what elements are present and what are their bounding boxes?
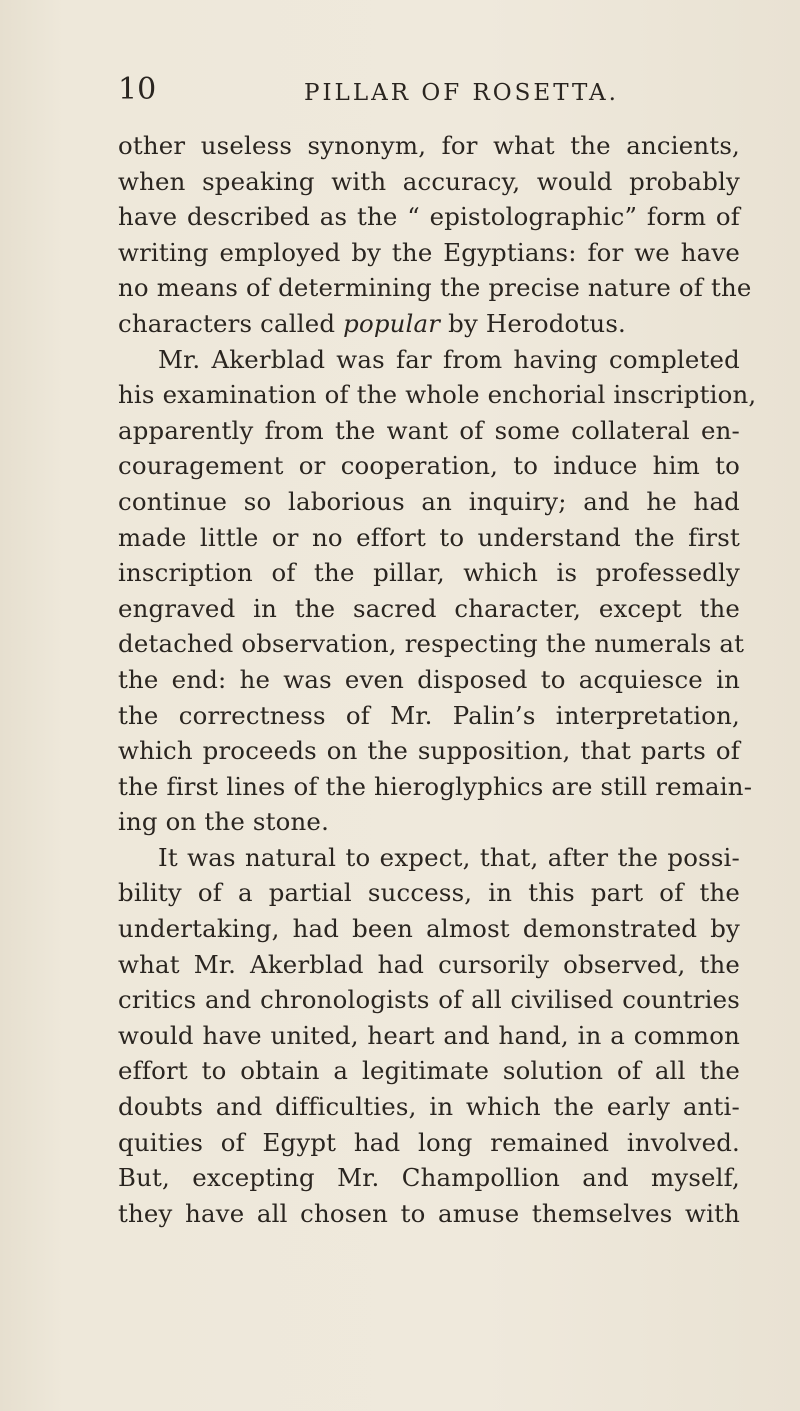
text-line: apparently from the want of some collateral en-	[118, 415, 740, 445]
text-line: no means of determining the precise nature of the	[118, 273, 752, 303]
text-line: ing on the stone.	[118, 807, 330, 837]
running-head: PILLAR OF ROSETTA.	[304, 80, 619, 106]
text-line: the first lines of the hieroglyphics are still remain-	[118, 771, 753, 801]
text-line: continue so laborious an inquiry; and he had	[118, 486, 740, 516]
text-line: writing employed by the Egyptians: for we have	[118, 237, 740, 267]
text-line: his examination of the whole enchorial inscription,	[118, 380, 757, 410]
text-line: inscription of the pillar, which is professedly	[118, 558, 740, 588]
text-line: It was natural to expect, that, after the possi-	[158, 842, 740, 872]
text-line: the end: he was even disposed to acquiesce in	[118, 664, 740, 694]
text-line: would have united, heart and hand, in a common	[118, 1020, 740, 1050]
text-line: the correctness of Mr. Palin’s interpretation,	[118, 700, 740, 730]
body-text	[118, 128, 757, 1231]
text-line: bility of a partial success, in this part of the	[118, 878, 740, 908]
page-number: 10	[118, 72, 157, 107]
text-line: they have all chosen to amuse themselves with	[118, 1198, 740, 1228]
text-line: what Mr. Akerblad had cursorily observed, the	[118, 949, 740, 979]
text-line: quities of Egypt had long remained involved.	[118, 1127, 740, 1157]
page-header	[118, 72, 738, 112]
text-line: couragement or cooperation, to induce him to	[118, 451, 740, 481]
text-line: which proceeds on the supposition, that parts of	[118, 736, 740, 766]
text-line: critics and chronologists of all civilised countries	[118, 985, 740, 1015]
text-line: when speaking with accuracy, would probably	[118, 166, 740, 196]
text-line: Mr. Akerblad was far from having completed	[158, 344, 740, 374]
text-line: undertaking, had been almost demonstrated by	[118, 914, 740, 944]
text-line: effort to obtain a legitimate solution of all the	[118, 1056, 740, 1086]
text-line: characters called popular by Herodotus.	[118, 308, 626, 338]
text-line: other useless synonym, for what the ancients,	[118, 131, 740, 160]
text-line: made little or no effort to understand the first	[118, 522, 740, 552]
text-line: engraved in the sacred character, except the	[118, 593, 740, 623]
text-line: detached observation, respecting the numerals at	[118, 629, 745, 659]
text-line: doubts and difficulties, in which the early anti-	[118, 1092, 740, 1122]
text-line: have described as the “ epistolographic” form of	[118, 202, 740, 232]
text-line: But, excepting Mr. Champollion and myself,	[118, 1163, 740, 1193]
